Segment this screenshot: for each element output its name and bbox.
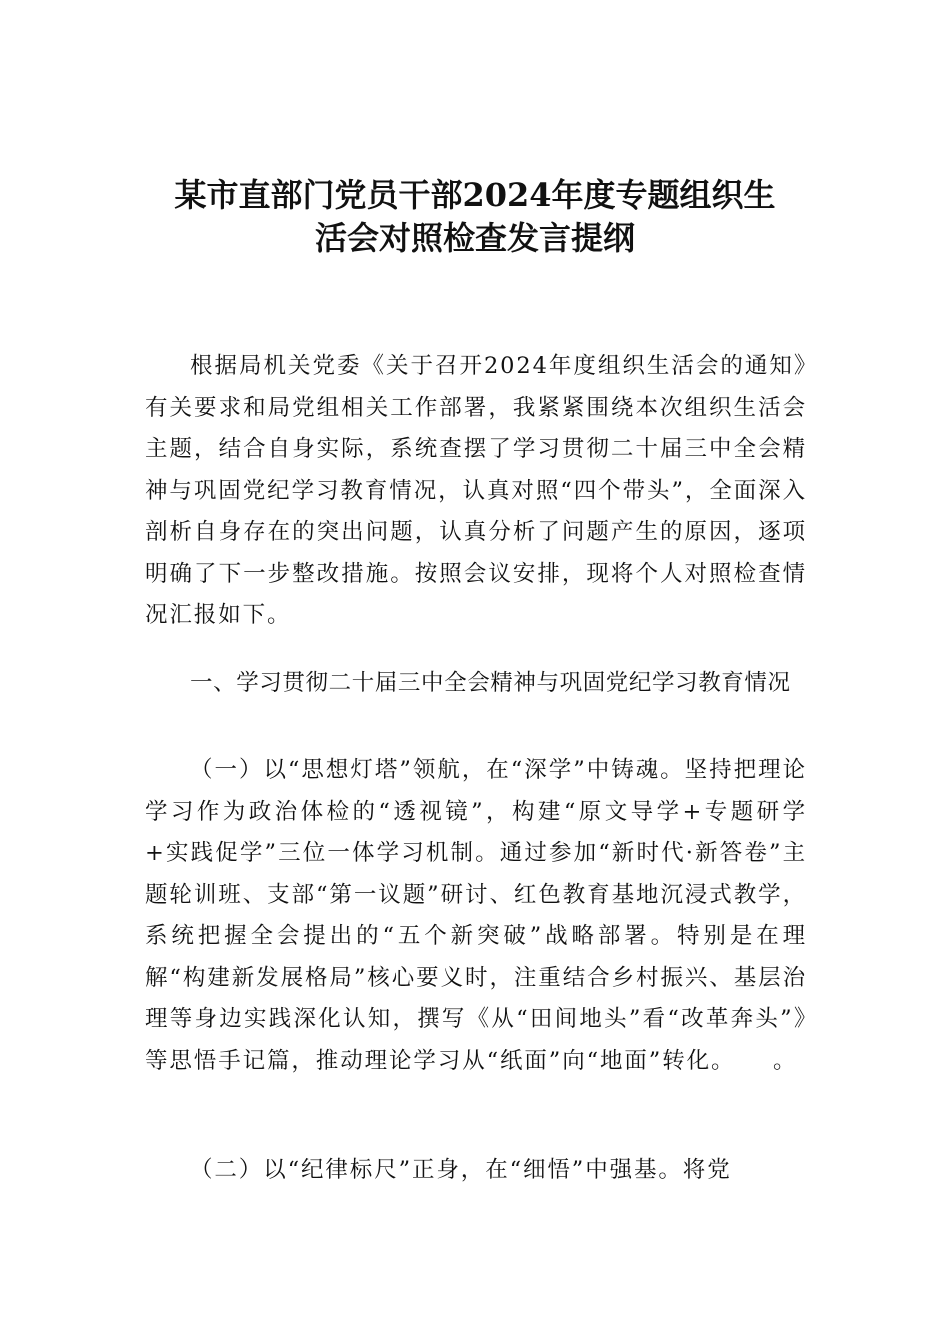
document-title-line-2: 活会对照检查发言提纲 — [314, 219, 635, 257]
document-title-line-1: 某市直部门党员干部2024年度专题组织生 — [174, 176, 776, 214]
section-heading-1: 一、学习贯彻二十届三中全会精神与巩固党纪学习教育情况 — [190, 670, 791, 696]
subsection-paragraph-2: （二）以“纪律标尺”正身，在“细悟”中强基。将党 — [190, 1157, 732, 1183]
intro-paragraph: 根据局机关党委《关于召开2024年度组织生活会的通知》有关要求和局党组相关工作部署，我紧紧围绕本次组织生活会主题，结合自身实际，系统查摆了学习贯彻二十届三中全会精神与巩固党纪学习教育情况，认真对照“四个带头”，全面深入剖析自身存在的突出问题，认真分析了问题产生的原因，逐项明确了下一步整改措施。按照会议安排，现将个人对照检查情况汇报如下。 — [145, 353, 807, 628]
subsection-paragraph-1: （一）以“思想灯塔”领航，在“深学”中铸魂。坚持把理论学习作为政治体检的“透视镜”，构建“原文导学+专题研学+实践促学”三位一体学习机制。通过参加“新时代·新答卷”主题轮训班、支部“第一议题”研讨、红色教育基地沉浸式教学，系统把握全会提出的“五个新突破”战略部署。特别是在理解“构建新发展格局”核心要义时，注重结合乡村振兴、基层治理等身边实践深化认知，撰写《从“田间地头”看“改革奔头”》等思悟手记篇，推动理论学习从“纸面”向“地面”转化。 。 — [145, 757, 807, 1074]
